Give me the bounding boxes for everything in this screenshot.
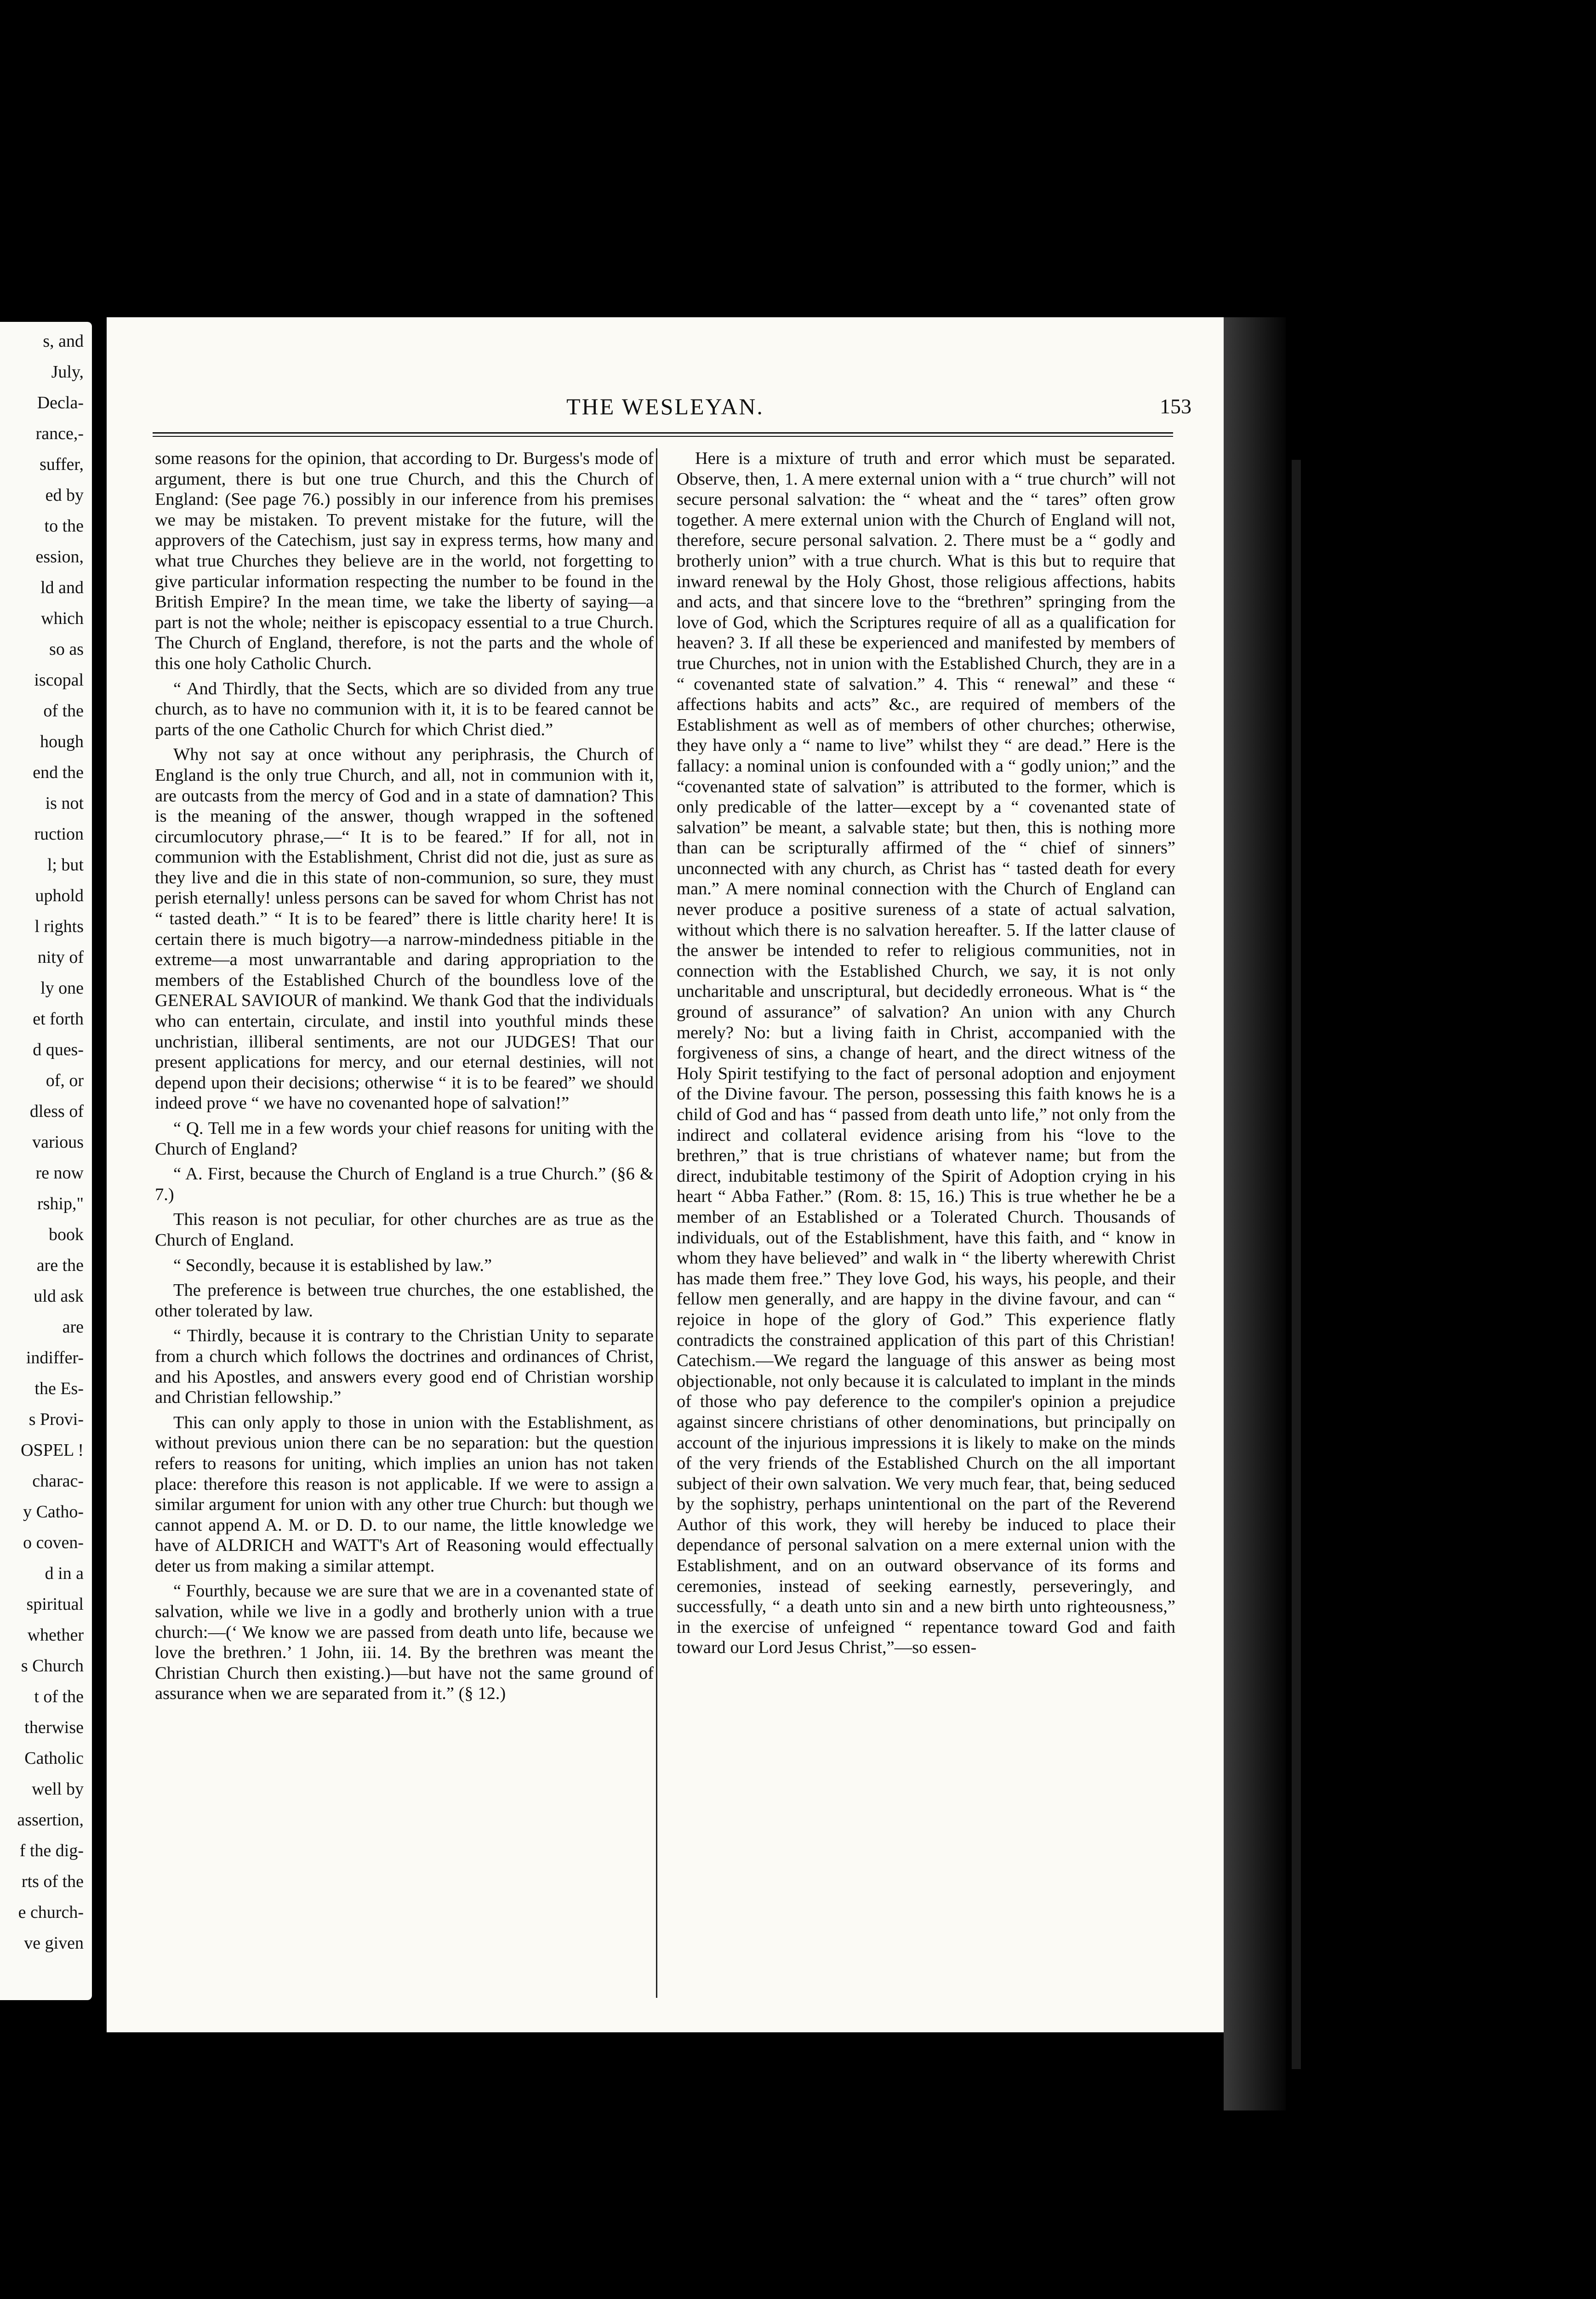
- sliver-line: ession,: [35, 547, 84, 566]
- sliver-line: ve given: [24, 1933, 84, 1953]
- sliver-line: re now: [35, 1163, 84, 1183]
- paragraph: Here is a mixture of truth and error which must be separated. Observe, then, 1. A mere external union with a “ true church” will not secure personal salvation: the “ wheat and the “ tares” often grow together. A mere external union with the Church of England will not, therefore, secure personal salvation. 2. There must be a “ godly and brotherly union” with a true church. What is this but to require that inward renewal by the Holy Ghost, those religious affections, habits and acts, and that sincere love to the “brethren” springing from the love of God, which the Scriptures require of all as a qualification for heaven? 3. If all these be experienced and manifested by members of true Churches, not in union with the Established Church, they are in a “ covenanted state of salvation.” 4. This “ renewal” and these “ affections habits and acts” &c., are required of members of the Establishment as well as of members of other churches; otherwise, they have only a “ name to live” whilst they “ are dead.” Here is the fallacy: a nominal union is confounded with a “ godly union;” and the “covenanted state of salvation” is attributed to the former, which is only predicable of the latter—except by a “ covenanted state of salvation” be meant, a salvable state; but then, this is nothing more than can be scripturally affirmed of the “ chief of sinners” unconnected with any church, as Christ has “ tasted death for every man.” A mere nominal connection with the Church of England can never produce a positive sureness of a state of actual salvation, without which there is no salvation hereafter. 5. If the latter clause of the answer be intended to refer to religious communities, not in connection with the Established Church, we say, it is not only uncharitable and unscriptural, but decidedly erroneous. What is “ the ground of assurance” of salvation? An union with any Church merely? No: but a living faith in Christ, accompanied with the forgiveness of sins, a change of heart, and the direct witness of the Holy Spirit testifying to the fact of personal adoption and enjoyment of the Divine favour. The person, possessing this faith knows he is a child of God and has “ passed from death unto life,” not only from the indirect and collateral evidence arising from his “love to the brethren,” that is true christians of whatever name; but from the direct, indubitable testimony of the Spirit of Adoption crying in his heart “ Abba Father.” (Rom. 8: 15, 16.) This is true whether he be a member of an Established or a Tolerated Church. Thousands of individuals, out of the Establishment, have this faith, and “ know in whom they have believed” and walk in “ the liberty wherewith Christ has made them free.” They love God, his ways, his people, and their fellow men generally, and are happy in the divine favour, and can “ rejoice in hope of the glory of God.” This experience flatly contradicts the constrained application of this part of this Christian! Catechism.—We regard the language of this answer as being most objectionable, not only because it is calculated to implant in the minds of those who pay deference to the compiler's opinion a prejudice against sincere christians of other denominations, but principally on account of the injurious impressions it is likely to make on the minds of the very friends of the Established Church on the all important subject of their own salvation. We very much fear, that, being seduced by the sophistry, perhaps unintentional on the part of the Reverend Author of this work, they will hereby be induced to place their dependance of personal salvation on a mere external union with the Establishment, and on an outward observance of its forms and ceremonies, instead of seeking earnestly, perseveringly, and successfully, “ a death unto sin and a new birth unto righteousness,” in the exercise of unfeigned “ repentance toward God and faith toward our Lord Jesus Christ,”—so essen-: [677, 449, 1175, 1658]
- sliver-line: e church-: [18, 1903, 84, 1922]
- sliver-line: o coven-: [23, 1533, 84, 1552]
- sliver-line: charac-: [32, 1471, 84, 1491]
- sliver-line: uld ask: [34, 1287, 84, 1306]
- sliver-line: of, or: [46, 1071, 84, 1090]
- paragraph: “ A. First, because the Church of England is a true Church.” (§6 & 7.): [155, 1164, 654, 1204]
- sliver-line: et forth: [33, 1009, 84, 1029]
- sliver-line: July,: [51, 362, 84, 382]
- sliver-line: uphold: [35, 886, 84, 905]
- sliver-line: ruction: [34, 824, 84, 844]
- sliver-line: s Church: [21, 1656, 84, 1676]
- sliver-line: nity of: [37, 948, 84, 967]
- sliver-line: d in a: [45, 1564, 84, 1583]
- sliver-line: rance,-: [35, 424, 84, 443]
- paragraph: The preference is between true churches, the one established, the other tolerated by law.: [155, 1281, 654, 1321]
- sliver-line: ly one: [40, 978, 84, 998]
- sliver-line: OSPEL !: [21, 1441, 84, 1460]
- paragraph: “ Q. Tell me in a few words your chief reasons for uniting with the Church of England?: [155, 1119, 654, 1159]
- sliver-line: which: [41, 609, 84, 628]
- sliver-line: f the dig-: [19, 1841, 84, 1860]
- sliver-line: dless of: [29, 1102, 84, 1121]
- page-edge-shadow: [1224, 317, 1286, 2110]
- sliver-line: book: [49, 1225, 84, 1244]
- sliver-line: is not: [45, 794, 84, 813]
- sliver-line: suffer,: [40, 455, 84, 474]
- sliver-line: hough: [40, 732, 84, 751]
- sliver-line: Catholic: [24, 1749, 84, 1768]
- sliver-line: t of the: [34, 1687, 84, 1706]
- sliver-line: rship,": [37, 1194, 84, 1213]
- sliver-line: ld and: [40, 578, 84, 597]
- binding-edge: [1292, 460, 1301, 2069]
- sliver-line: Decla-: [37, 393, 84, 412]
- sliver-line: ed by: [45, 486, 84, 505]
- book-page: [107, 317, 1224, 2032]
- paragraph: “ Secondly, because it is established by law.”: [173, 1255, 492, 1275]
- sliver-line: iscopal: [34, 670, 84, 690]
- sliver-line: rts of the: [21, 1872, 84, 1891]
- sliver-line: assertion,: [17, 1810, 84, 1830]
- sliver-line: indiffer-: [26, 1348, 84, 1367]
- page-title: THE WESLEYAN.: [566, 394, 764, 419]
- sliver-line: the Es-: [34, 1379, 84, 1398]
- paragraph: This reason is not peculiar, for other churches are as true as the Church of England.: [155, 1210, 654, 1250]
- paragraph: some reasons for the opinion, that according to Dr. Burgess's mode of argument, there is but one true Church, and this the Church of England: (See page 76.) possibly in our inference from his premises we may be mistaken. To prevent mistake for the future, will the approvers of the Catechism, just say in express terms, how many and what true Churches they believe are in the world, not forgetting to give particular information respecting the number to be found in the British Empire? In the mean time, we take the liberty of saying—a part is not the whole; neither is episcopacy essential to a true Church. The Church of England, therefore, is not the parts and the whole of this one holy Catholic Church.: [155, 449, 654, 673]
- column-divider: [656, 448, 657, 1998]
- sliver-line: s, and: [43, 332, 84, 351]
- header-rule: [153, 432, 1173, 434]
- sliver-line: whether: [27, 1625, 84, 1645]
- adjacent-page-fragment: [0, 322, 92, 2000]
- paragraph: “ Fourthly, because we are sure that we are in a covenanted state of salvation, while we live in a godly and brotherly union with a true church:—(‘ We know we are passed from death unto life, because we love the brethren.’ 1 John, iii. 14. By the brethren was meant the Christian Church then existing.)—but have not the same ground of assurance when we are separated from it.” (§ 12.): [155, 1581, 654, 1704]
- right-column: [677, 448, 1175, 1663]
- page-number: 153: [1160, 395, 1191, 418]
- sliver-line: well by: [32, 1779, 84, 1799]
- sliver-line: l rights: [34, 917, 84, 936]
- sliver-line: of the: [43, 701, 84, 721]
- sliver-line: are the: [36, 1256, 84, 1275]
- sliver-line: s Provi-: [28, 1410, 84, 1429]
- sliver-line: are: [62, 1317, 84, 1337]
- sliver-line: l; but: [47, 855, 84, 875]
- running-header: [107, 393, 1224, 430]
- header-rule-thin: [153, 436, 1173, 437]
- sliver-line: y Catho-: [23, 1502, 84, 1521]
- left-column: [155, 448, 654, 1709]
- sliver-line: to the: [44, 516, 84, 536]
- paragraph: Why not say at once without any periphrasis, the Church of England is the only true Church, and all, not in communion with it, are outcasts from the mercy of God and in a state of damnation? This is the meaning of the answer, though wrapped in the softened circumlocutory phrase,—“ It is to be feared.” If for all, not in communion with the Establishment, Christ did not die, just as sure as they live and die in this state of non-communion, so sure, they must perish eternally! unless persons can be saved for whom Christ has not “ tasted death.” “ It is to be feared” there is little charity here! It is certain there is much bigotry—a narrow-mindedness pitiable in the extreme—a most unwarrantable and daring appropriation to the members of the Established Church of the boundless love of the GENERAL SAVIOUR of mankind. We thank God that the individuals who can entertain, circulate, and instil into youthful minds these unchristian, illiberal sentiments, are not our JUDGES! That our present applications for mercy, and our eternal destinies, will not depend upon their decisions; otherwise “ it is to be feared” we should indeed prove “ we have no covenanted hope of salvation!”: [155, 745, 654, 1113]
- sliver-line: spiritual: [26, 1595, 84, 1614]
- sliver-line: d ques-: [33, 1040, 84, 1059]
- paragraph: “ Thirdly, because it is contrary to the Christian Unity to separate from a church which follows the doctrines and ordinances of Christ, and his Apostles, and answers every good end of Christian worship and Christian fellowship.”: [155, 1326, 654, 1407]
- sliver-line: end the: [33, 763, 84, 782]
- sliver-line: so as: [49, 640, 84, 659]
- sliver-line: therwise: [24, 1718, 84, 1737]
- sliver-line: various: [32, 1132, 84, 1152]
- paragraph: “ And Thirdly, that the Sects, which are so divided from any true church, as to have no communion with it, it is to be feared cannot be parts of the one Catholic Church for which Christ died.”: [155, 679, 654, 739]
- paragraph: This can only apply to those in union with the Establishment, as without previous union there can be no separation: but the question refers to reasons for uniting, which implies an union has not taken place: therefore this reason is not applicable. If we were to assign a similar argument for union with any other true Church: but though we cannot append A. M. or D. D. to our name, the little knowledge we have of ALDRICH and WATT's Art of Reasoning would effectually deter us from making a similar attempt.: [155, 1413, 654, 1576]
